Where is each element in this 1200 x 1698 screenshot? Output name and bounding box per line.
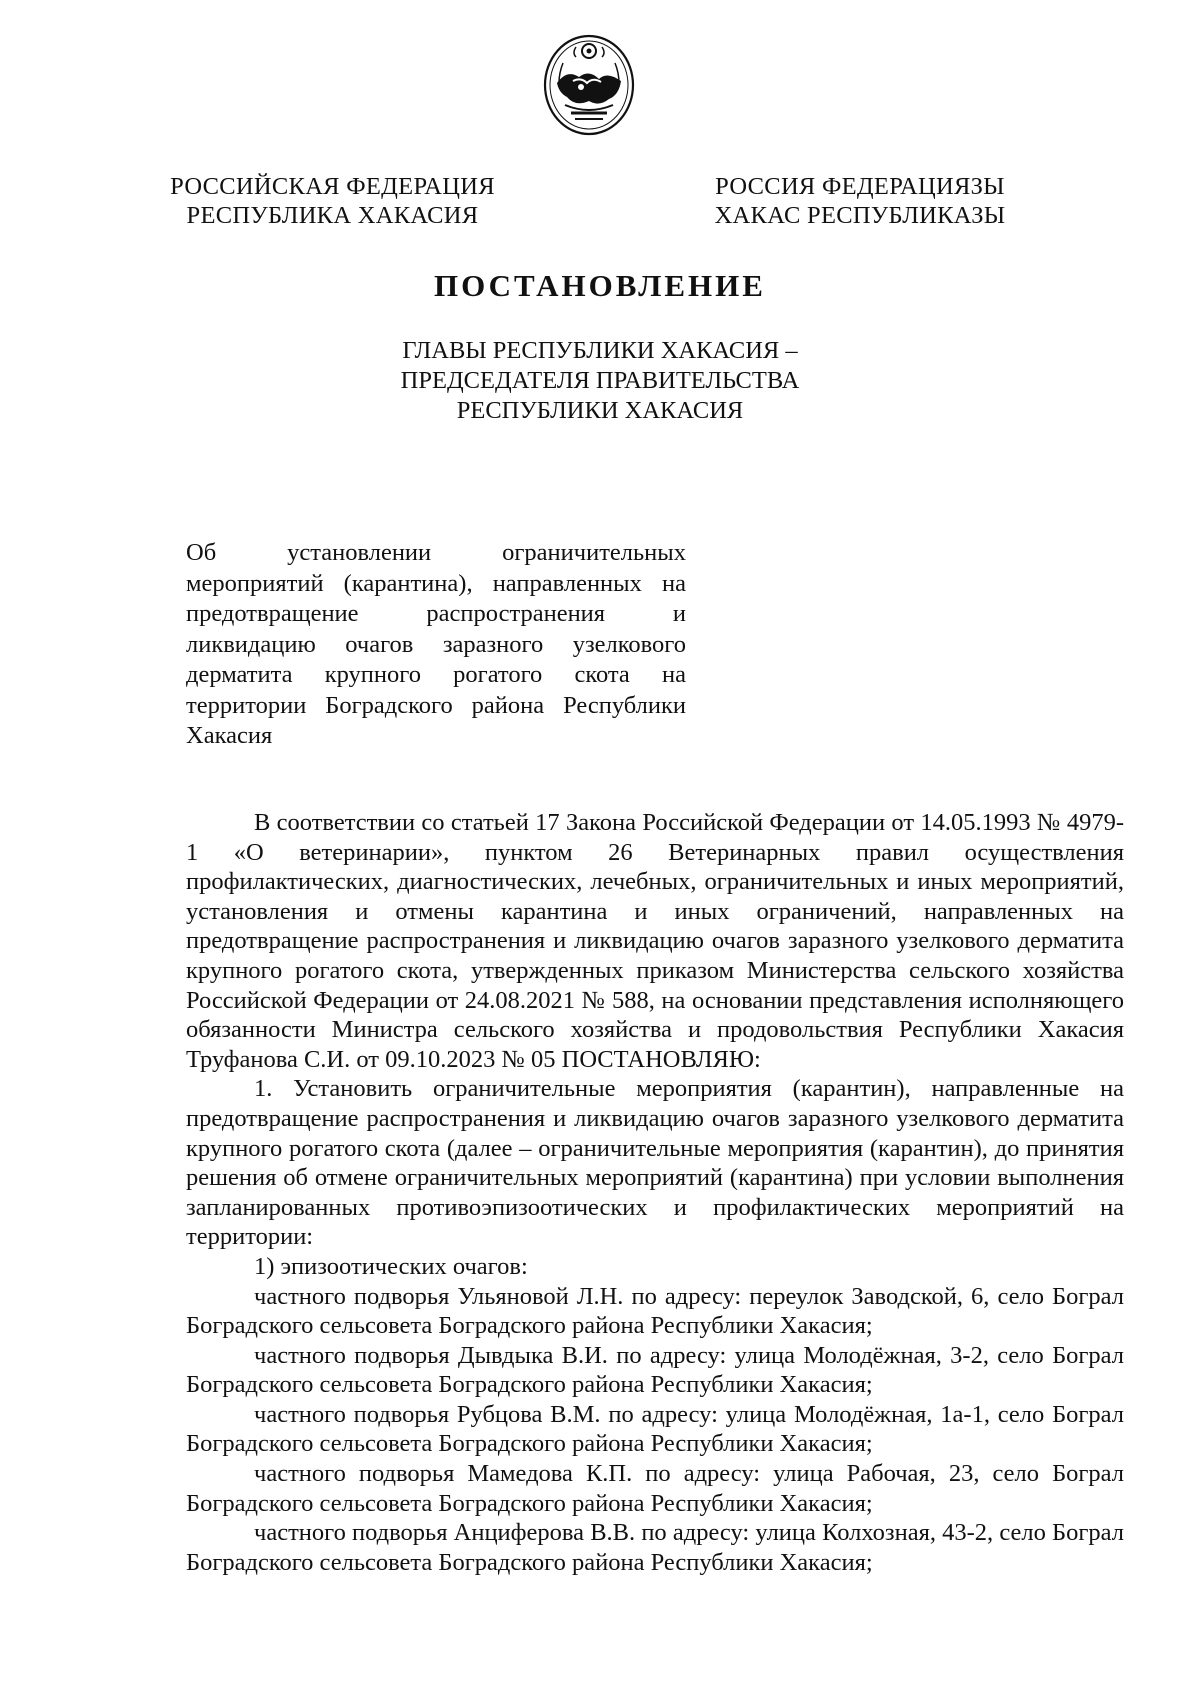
coat-of-arms-emblem <box>543 33 635 137</box>
header-right-line: ХАКАС РЕСПУБЛИКАЗЫ <box>714 202 1006 229</box>
subtitle-line: РЕСПУБЛИКИ ХАКАСИЯ <box>456 397 744 424</box>
subtitle-line: ГЛАВЫ РЕСПУБЛИКИ ХАКАСИЯ – <box>402 337 798 364</box>
entry-paragraph: частного подворья Ульяновой Л.Н. по адресу: переулок Заводской, 6, село Бограл Боградского сельсовета Боградского района Республики Хакасия; <box>186 1282 1124 1340</box>
document-subtitle <box>0 336 1200 426</box>
about-line: дерматита крупного рогатого скота на <box>186 661 686 688</box>
entry-paragraph: частного подворья Мамедова К.П. по адресу: улица Рабочая, 23, село Бограл Боградского сельсовета Боградского района Республики Хакасия; <box>186 1460 1124 1517</box>
about-line: территории Боградского района Республики <box>186 691 686 719</box>
header-right-line: РОССИЯ ФЕДЕРАЦИЯЗЫ <box>715 173 1005 200</box>
subitem-1-paragraph: 1) эпизоотических очагов: <box>254 1252 528 1280</box>
header-left-line: РОССИЙСКАЯ ФЕДЕРАЦИЯ <box>170 173 495 200</box>
about-line: мероприятий (карантина), направленных на <box>186 569 686 597</box>
header-left-line: РЕСПУБЛИКА ХАКАСИЯ <box>186 202 479 229</box>
about-line: ликвидацию очагов заразного узелкового <box>186 630 686 658</box>
about-line: предотвращение распространения и <box>186 600 686 627</box>
about-line: Об установлении ограничительных <box>186 539 686 566</box>
document-title: ПОСТАНОВЛЕНИЕ <box>434 268 766 303</box>
header-right <box>700 172 1020 230</box>
preamble-paragraph: В соответствии со статьей 17 Закона Российской Федерации от 14.05.1993 № 4979-1 «О ветеринарии», пунктом 26 Ветеринарных правил осуществления профилактических, диагностических, лечебных, ограничительных и иных мероприятий, установления и отмены карантина и иных ограничений, направленных на предотвращение распространения и ликвидацию очагов заразного узелкового дерматита крупного рогатого скота, утвержденных приказом Министерства сельского хозяйства Российской Федерации от 24.08.2021 № 588, на основании представления исполняющего обязанности Министра сельского хозяйства и продовольствия Республики Хакасия Труфанова С.И. от 09.10.2023 № 05 ПОСТАНОВЛЯЮ: <box>186 809 1124 1073</box>
entry-paragraph: частного подворья Рубцова В.М. по адресу: улица Молодёжная, 1а-1, село Бограл Боградского сельсовета Боградского района Республики Хакасия; <box>186 1400 1124 1458</box>
header-left <box>160 172 505 230</box>
document-body <box>186 808 1124 1577</box>
subtitle-line: ПРЕДСЕДАТЕЛЯ ПРАВИТЕЛЬСТВА <box>400 367 800 394</box>
about-line: Хакасия <box>186 722 273 749</box>
about-block <box>186 538 686 752</box>
entry-paragraph: частного подворья Дывдыка В.И. по адресу: улица Молодёжная, 3-2, село Бограл Боградского сельсовета Боградского района Республики Хакасия; <box>186 1341 1124 1399</box>
item-1-paragraph: 1. Установить ограничительные мероприятия (карантин), направленные на предотвращение распространения и ликвидацию очагов заразного узелкового дерматита крупного рогатого скота (далее – ограничительные мероприятия (карантин), до принятия решения об отмене ограничительных мероприятий (карантина) при условии выполнения запланированных противоэпизоотических и профилактических мероприятий на территории: <box>186 1075 1124 1251</box>
entry-paragraph: частного подворья Анциферова В.В. по адресу: улица Колхозная, 43-2, село Бограл Боградского сельсовета Боградского района Республики Хакасия; <box>186 1519 1124 1576</box>
